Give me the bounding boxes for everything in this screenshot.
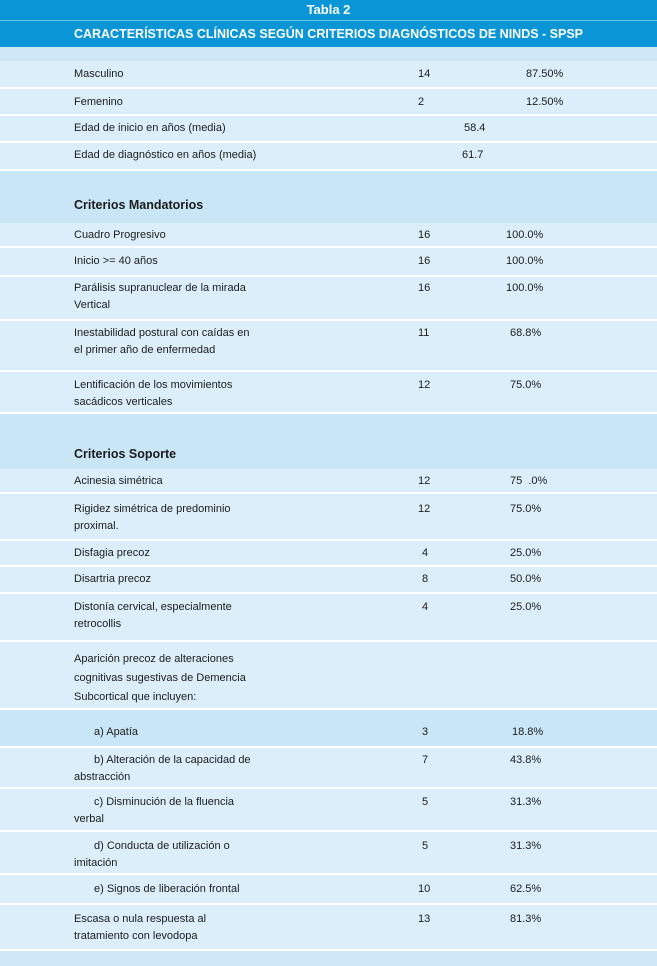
row-count: 14 — [418, 68, 431, 80]
table-row — [0, 143, 657, 171]
row-count: 12 — [418, 503, 431, 515]
table-row — [0, 494, 657, 541]
row-percent: 75 .0% — [510, 475, 548, 487]
row-label: Femenino — [74, 96, 123, 108]
row-count: 2 — [418, 96, 425, 108]
row-label: b) Alteración de la capacidad de abstracción — [74, 754, 251, 783]
row-label: Aparición precoz de alteraciones cognitivas sugestivas de Demencia Subcortical que incluyen: — [74, 653, 246, 703]
row-count: 4 — [422, 601, 429, 613]
row-label: Edad de diagnóstico en años (media) — [74, 149, 257, 161]
row-label: Distonía cervical, especialmente retrocollis — [74, 601, 232, 630]
row-percent: 18.8% — [512, 726, 544, 738]
table-row — [0, 61, 657, 89]
table-row — [0, 372, 657, 414]
row-label: Cuadro Progresivo — [74, 229, 166, 241]
row-count: 3 — [422, 726, 429, 738]
table-row — [0, 277, 657, 321]
row-percent: 81.3% — [510, 913, 542, 925]
table-subtitle: CARACTERÍSTICAS CLÍNICAS SEGÚN CRITERIOS DIAGNÓSTICOS DE NINDS - SPSP — [0, 20, 657, 47]
row-percent: 12.50% — [526, 96, 564, 108]
row-count: 12 — [418, 475, 431, 487]
table-row — [0, 832, 657, 875]
row-count: 5 — [422, 840, 429, 852]
table-row — [0, 567, 657, 594]
row-count: 11 — [418, 327, 430, 339]
row-count: 4 — [422, 547, 429, 559]
row-label: Disartria precoz — [74, 573, 152, 585]
row-label: d) Conducta de utilización o imitación — [74, 840, 230, 869]
row-value: 61.7 — [462, 149, 484, 161]
table-row — [0, 321, 657, 372]
row-label: Rigidez simétrica de predominio proximal. — [74, 503, 231, 532]
table-row — [0, 223, 657, 248]
row-count: 12 — [418, 379, 431, 391]
table-row — [0, 748, 657, 789]
row-label: Acinesia simétrica — [74, 475, 163, 487]
table-row — [0, 642, 657, 710]
row-count: 10 — [418, 883, 431, 895]
row-percent: 50.0% — [510, 573, 542, 585]
row-label: Parálisis supranuclear de la mirada Vertical — [74, 282, 246, 311]
table-row — [0, 469, 657, 494]
row-percent: 87.50% — [526, 68, 564, 80]
table-row — [0, 89, 657, 116]
row-label: e) Signos de liberación frontal — [94, 883, 240, 895]
row-percent: 100.0% — [506, 282, 544, 294]
row-value: 58.4 — [464, 122, 486, 134]
table-row — [0, 541, 657, 567]
row-count: 16 — [418, 282, 431, 294]
row-label: c) Disminución de la fluencia verbal — [74, 796, 235, 825]
row-percent: 75.0% — [510, 379, 542, 391]
row-count: 16 — [418, 255, 431, 267]
row-count: 13 — [418, 913, 431, 925]
row-label: Lentificación de los movimientos sacádicos verticales — [74, 379, 233, 408]
row-percent: 100.0% — [506, 255, 544, 267]
row-percent: 31.3% — [510, 840, 542, 852]
row-label: Inicio >= 40 años — [74, 255, 158, 267]
row-count: 8 — [422, 573, 429, 585]
section-header-row — [0, 171, 657, 223]
table-row — [0, 116, 657, 143]
row-label: Masculino — [74, 68, 124, 80]
row-percent: 43.8% — [510, 754, 542, 766]
row-percent: 75.0% — [510, 503, 542, 515]
row-label: Escasa o nula respuesta al tratamiento con levodopa — [74, 913, 207, 942]
row-percent: 68.8% — [510, 327, 542, 339]
table-row — [0, 905, 657, 951]
table-row — [0, 594, 657, 642]
table-row — [0, 789, 657, 832]
row-count: 16 — [418, 229, 431, 241]
table-row — [0, 248, 657, 277]
row-percent: 31.3% — [510, 796, 542, 808]
row-label: a) Apatía — [94, 726, 139, 738]
row-label: Edad de inicio en años (media) — [74, 122, 226, 134]
row-percent: 100.0% — [506, 229, 544, 241]
row-percent: 62.5% — [510, 883, 542, 895]
row-count: 5 — [422, 796, 429, 808]
row-label: Disfagia precoz — [74, 547, 150, 559]
table-row — [0, 710, 657, 748]
row-percent: 25.0% — [510, 601, 542, 613]
table-title: Tabla 2 — [0, 0, 657, 20]
row-label: Inestabilidad postural con caídas en el primer año de enfermedad — [74, 327, 250, 356]
section-header-row — [0, 414, 657, 469]
section-heading: Criterios Mandatorios — [74, 198, 204, 212]
row-percent: 25.0% — [510, 547, 542, 559]
section-heading: Criterios Soporte — [74, 447, 177, 461]
table-row — [0, 875, 657, 905]
row-count: 7 — [422, 754, 429, 766]
